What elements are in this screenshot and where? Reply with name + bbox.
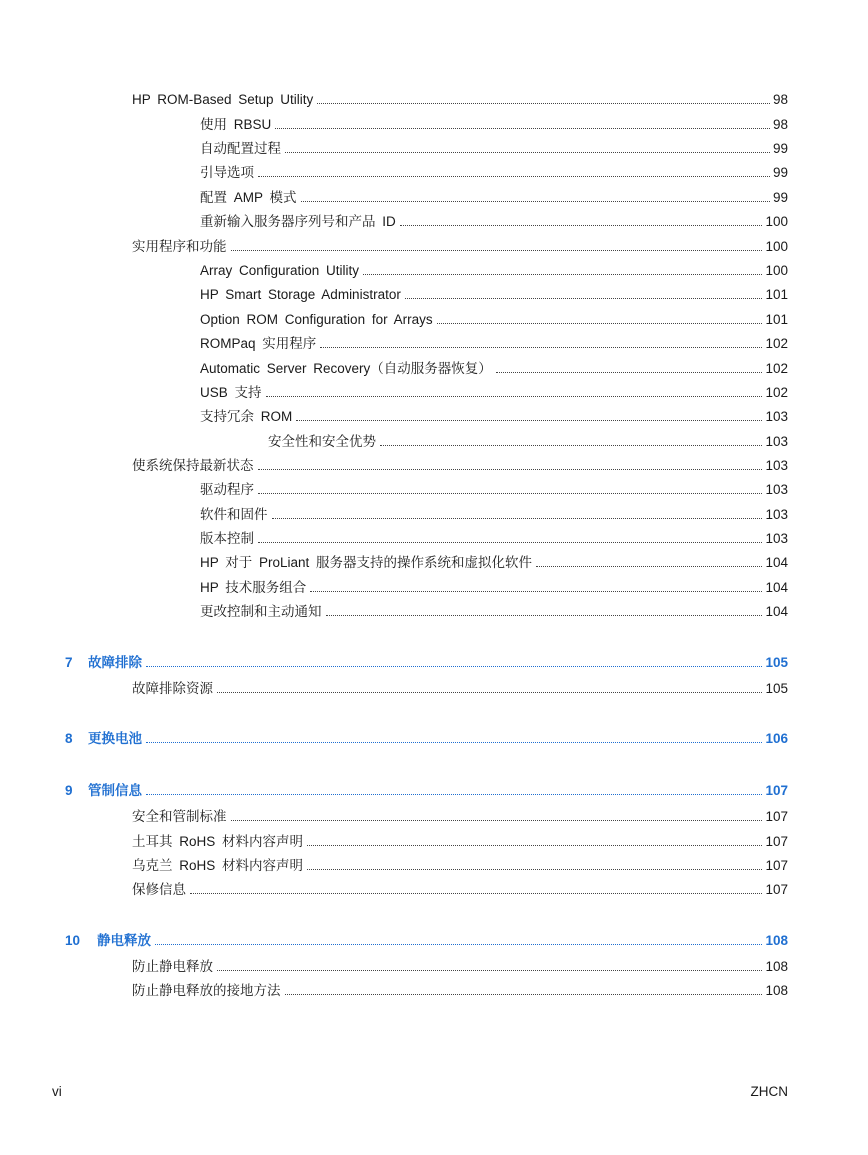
dot-leader [217,969,762,971]
toc-entry-title: 静电释放 [97,933,151,948]
toc-entry-title: 支持冗余 ROM [200,409,293,424]
dot-leader [285,151,770,153]
toc-entry-page: 103 [765,482,788,497]
chapter-number: 7 [65,655,73,670]
toc-entry-title: HP 技术服务组合 [200,580,307,595]
toc-entry[interactable] [132,88,788,108]
toc-entry-title: 更换电池 [88,731,142,746]
toc-entry[interactable] [268,430,788,450]
toc-entry[interactable] [200,600,788,620]
dot-leader [326,614,763,616]
language-code: ZHCN [750,1084,788,1099]
toc-entry-title: Automatic Server Recovery（自动服务器恢复） [200,361,492,376]
toc-entry-page: 104 [765,555,788,570]
toc-entry-title: ROMPaq 实用程序 [200,336,317,351]
toc-entry[interactable] [132,454,788,474]
dot-leader [146,741,762,743]
dot-leader [310,590,762,592]
toc-entry-title: 使系统保持最新状态 [132,458,254,473]
dot-leader [217,691,762,693]
chapter-number: 8 [65,731,73,746]
dot-leader [536,565,762,567]
toc-entry[interactable] [200,527,788,547]
toc-entry-page: 105 [765,681,788,696]
toc-entry-title: HP ROM-Based Setup Utility [132,92,314,107]
toc-chapter-entry[interactable] [65,779,788,799]
toc-entry-title: 安全性和安全优势 [268,434,376,449]
toc-entry-title: Array Configuration Utility [200,263,360,278]
toc-entry-title: 配置 AMP 模式 [200,190,297,205]
toc-entry[interactable] [200,357,788,377]
dot-leader [258,175,770,177]
dot-leader [258,468,763,470]
dot-leader [190,892,762,894]
toc-entry-title: 更改控制和主动通知 [200,604,322,619]
toc-entry-title: 防止静电释放 [132,959,213,974]
toc-entry-page: 104 [765,580,788,595]
toc-entry-page: 102 [765,385,788,400]
toc-entry-page: 100 [765,263,788,278]
toc-entry-title: 保修信息 [132,882,186,897]
toc-entry-page: 98 [772,92,788,107]
toc-entry-title: 驱动程序 [200,482,254,497]
toc-entry[interactable] [200,186,788,206]
toc-entry-page: 106 [765,731,788,746]
toc-chapter-entry[interactable] [65,727,788,747]
toc-entry-page: 104 [765,604,788,619]
toc-entry[interactable] [200,576,788,596]
dot-leader [496,371,763,373]
toc-entry-page: 108 [765,959,788,974]
toc-entry-page: 107 [765,783,788,798]
toc-entry-page: 102 [765,361,788,376]
dot-leader [272,517,763,519]
toc-entry-page: 99 [772,190,788,205]
toc-entry-page: 108 [765,933,788,948]
toc-entry-page: 100 [765,214,788,229]
toc-entry-title: 引导选项 [200,165,254,180]
toc-entry[interactable] [200,478,788,498]
toc-entry[interactable] [200,113,788,133]
dot-leader [296,419,762,421]
toc-entry[interactable] [132,830,788,850]
toc-entry[interactable] [200,259,788,279]
dot-leader [437,322,763,324]
chapter-number: 10 [65,933,81,948]
dot-leader [285,993,763,995]
toc-entry-title: 安全和管制标准 [132,809,227,824]
toc-entry-title: 版本控制 [200,531,254,546]
toc-entry-page: 108 [765,983,788,998]
toc-entry-page: 107 [765,834,788,849]
toc-entry-page: 102 [765,336,788,351]
dot-leader [275,127,770,129]
dot-leader [231,819,763,821]
toc-entry[interactable] [200,137,788,157]
toc-entry-title: USB 支持 [200,385,262,400]
dot-leader [380,444,762,446]
toc-entry-title: 自动配置过程 [200,141,281,156]
toc-entry[interactable] [200,283,788,303]
dot-leader [146,793,762,795]
toc-entry[interactable] [132,235,788,255]
toc-chapter-entry[interactable] [65,929,788,949]
toc-entry-title: Option ROM Configuration for Arrays [200,312,433,327]
dot-leader [307,868,762,870]
dot-leader [231,249,763,251]
page-number: vi [52,1084,62,1099]
toc-entry-page: 100 [765,239,788,254]
toc-entry[interactable] [200,308,788,328]
toc-entry-page: 103 [765,507,788,522]
toc-entry[interactable] [132,854,788,874]
dot-leader [320,346,762,348]
dot-leader [317,102,770,104]
toc-entry[interactable] [200,503,788,523]
toc-entry-title: 管制信息 [88,783,142,798]
toc-entry-page: 103 [765,531,788,546]
toc-chapter-entry[interactable] [65,651,788,671]
toc-entry-title: 故障排除资源 [132,681,213,696]
toc-entry[interactable] [132,979,788,999]
dot-leader [405,297,763,299]
toc-entry[interactable] [132,805,788,825]
toc-entry-title: 土耳其 RoHS 材料内容声明 [132,834,304,849]
dot-leader [301,200,770,202]
toc-entry[interactable] [200,405,788,425]
dot-leader [400,224,763,226]
chapter-number: 9 [65,783,73,798]
toc-entry-page: 103 [765,458,788,473]
dot-leader [363,273,762,275]
toc-entry-page: 99 [772,165,788,180]
toc-entry[interactable] [132,955,788,975]
dot-leader [307,844,762,846]
toc-entry-page: 103 [765,434,788,449]
toc-entry-title: HP 对于 ProLiant 服务器支持的操作系统和虚拟化软件 [200,555,533,570]
toc-entry[interactable] [200,161,788,181]
toc-entry-title: 故障排除 [88,655,142,670]
toc-entry-page: 103 [765,409,788,424]
toc-entry-page: 107 [765,809,788,824]
toc-entry-page: 107 [765,858,788,873]
toc-entry-title: 重新输入服务器序列号和产品 ID [200,214,396,229]
toc-entry[interactable] [200,551,788,571]
dot-leader [146,665,762,667]
toc-entry-page: 105 [765,655,788,670]
dot-leader [266,395,763,397]
toc-entry[interactable] [200,210,788,230]
toc-entry-title: 软件和固件 [200,507,268,522]
toc-entry[interactable] [132,878,788,898]
toc-entry-title: HP Smart Storage Administrator [200,287,401,302]
toc-entry-page: 107 [765,882,788,897]
toc-entry[interactable] [200,381,788,401]
toc-entry[interactable] [132,677,788,697]
toc-entry-title: 使用 RBSU [200,117,272,132]
toc-entry-title: 防止静电释放的接地方法 [132,983,281,998]
dot-leader [258,541,762,543]
toc-entry-page: 98 [772,117,788,132]
toc-entry-title: 实用程序和功能 [132,239,227,254]
toc-entry-page: 101 [765,312,788,327]
toc-entry-page: 99 [772,141,788,156]
toc-entry-title: 乌克兰 RoHS 材料内容声明 [132,858,304,873]
toc-entry-page: 101 [765,287,788,302]
dot-leader [258,492,762,494]
toc-entry[interactable] [200,332,788,352]
dot-leader [155,943,762,945]
